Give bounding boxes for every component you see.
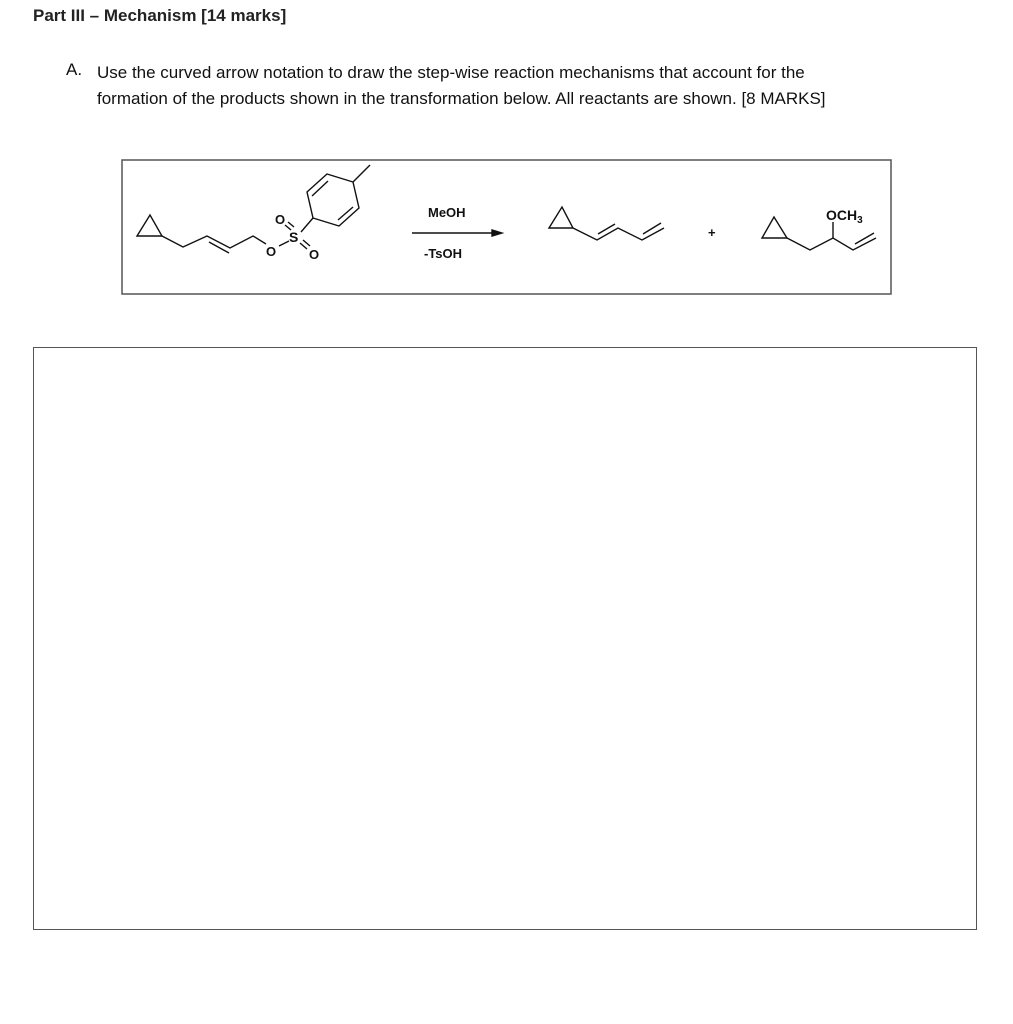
reagent-tsoh: -TsOH [424,246,463,261]
reaction-arrow [412,230,502,236]
reaction-scheme [0,0,1013,340]
atom-o-bottom: O [309,247,320,262]
answer-box[interactable] [33,347,977,930]
och3-label: $OCH_3$ [826,207,863,226]
section-heading: Part III – Mechanism [14 marks] [33,6,287,25]
reagent-meoh: MeOH [428,205,466,220]
reactant-structure [137,165,370,253]
question-label: A. [66,60,83,79]
atom-s: S [289,229,299,245]
product-diene [549,207,664,240]
scheme-box [122,160,891,294]
question-line-2: formation of the products shown in the transformation below. All reactants are shown. [8 MARKS] [97,89,826,108]
atom-o-top: O [275,212,286,227]
atom-o-ester: O [266,244,277,259]
plus-sign: + [708,225,716,240]
question-line-1: Use the curved arrow notation to draw the step-wise reaction mechanisms that account for the [97,63,805,82]
